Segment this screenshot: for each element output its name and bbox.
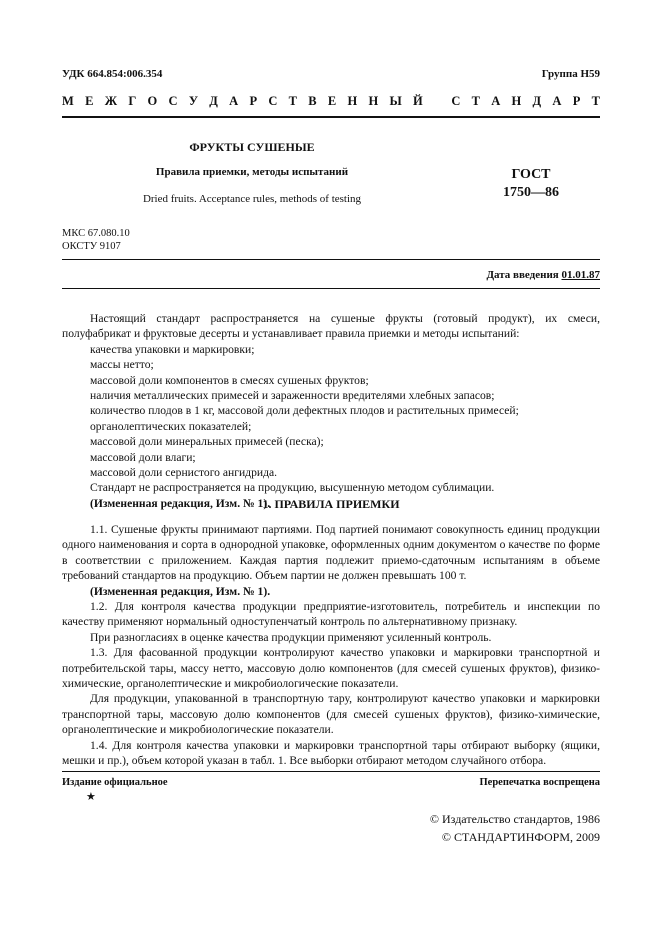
footer-rule	[62, 771, 600, 772]
group-code: Группа Н59	[541, 68, 600, 80]
standard-title-letter: Н	[368, 94, 379, 108]
standard-title-letter: А	[229, 94, 239, 108]
copyright-2009: © СТАНДАРТИНФОРМ, 2009	[441, 830, 600, 844]
standard-title-letter: Р	[249, 94, 258, 108]
standard-title-letter	[434, 94, 440, 109]
standard-title-letter: Д	[209, 94, 218, 108]
intro-exclusion: Стандарт не распространяется на продукцию, высушенную методом сублимации.	[90, 481, 495, 495]
standard-title-letter: У	[188, 94, 199, 108]
standard-title-letter: Е	[327, 94, 337, 108]
standard-title-letter: Т	[591, 94, 600, 108]
standard-title-letter: Е	[85, 94, 94, 108]
clause-1-4: 1.4. Для контроля качества упаковки и маркировки транспортной тары отбирают выборку (ящики, мешки и пр.), объем которой указан в табл. 1. Все выборки отбирают методом случайного отбора.	[62, 738, 600, 768]
intro-list-item: количество плодов в 1 кг, массовой доли дефектных плодов и растительных примесей;	[90, 404, 519, 418]
gost-designation	[490, 166, 572, 202]
standard-title-letter: А	[552, 94, 562, 108]
standard-title-letter: Ж	[104, 94, 118, 108]
udk-code: УДК 664.854:006.354	[62, 68, 163, 80]
standard-title-letter: А	[491, 94, 501, 108]
standard-title-letter: Д	[532, 94, 542, 108]
intro-list-item: органолептических показателей;	[90, 419, 252, 433]
standard-title-letter: В	[308, 94, 317, 108]
standard-title-letter: Т	[288, 94, 298, 108]
copyright-1986: © Издательство стандартов, 1986	[429, 812, 600, 826]
standard-title-letter: С	[451, 94, 461, 108]
standard-title-letter: Р	[572, 94, 581, 108]
clause-1-2: 1.2. Для контроля качества продукции предприятие-изготовитель, потребитель и инспекции по качеству применяют нормальный одноступенчатый контроль по альтернативному признаку.	[62, 600, 600, 629]
standard-title-letter: С	[168, 94, 178, 108]
standard-title-letter: С	[268, 94, 278, 108]
copyright-block	[430, 810, 600, 846]
introduction-date	[486, 269, 600, 281]
english-title: Dried fruits. Acceptance rules, methods of testing	[142, 193, 362, 205]
standard-title-letter: М	[62, 94, 74, 108]
introduction-date-value: 01.01.87	[561, 269, 600, 281]
star-icon: ★	[86, 791, 96, 803]
document-subtitle: Правила приемки, методы испытаний	[155, 166, 349, 178]
classification-rule	[62, 259, 600, 260]
introduction-date-label: Дата введения	[486, 269, 559, 281]
clause-1-3-continued: Для продукции, упакованной в транспортную тару, контролируют качество упаковки и маркировки транспортной тары, массовую долю компонентов (для смесей сушеных фруктов), физико-химические, органолептические и микробиологические показатели.	[62, 692, 600, 737]
document-title: ФРУКТЫ СУШЕНЫЕ	[189, 140, 315, 154]
intro-list-item: массовой доли минеральных примесей (песка);	[90, 435, 324, 449]
clause-1-1: 1.1. Сушеные фрукты принимают партиями. Под партией понимают совокупность единиц продукции одного наименования и сорта в однородной упаковке, оформленных одним документом о качестве по форме в соответствии с приложением. Каждая партия подлежит приемо-сдаточным испытаниям в объеме требований стандартов на продукцию. Объем партии не должен превышать 100 т.	[62, 523, 600, 583]
standard-title-letter: О	[147, 94, 158, 108]
intro-block	[62, 311, 600, 511]
clause-1-3: 1.3. Для фасованной продукции контролируют качество упаковки и маркировки транспортной и потребительской тары, массу нетто, массовую долю компонентов (для смесей сушеных фруктов), физико-химические, органолептические и микробиологические показатели.	[62, 646, 600, 691]
section-body	[62, 522, 600, 769]
intro-list-item: массовой доли сернистого ангидрида.	[90, 466, 278, 480]
standard-title-letter: Й	[413, 94, 423, 108]
clause-1-1-amendment: (Измененная редакция, Изм. № 1).	[90, 584, 271, 598]
gost-number: 1750—86	[503, 185, 559, 200]
intro-list-item: качества упаковки и маркировки;	[90, 342, 255, 356]
gost-label: ГОСТ	[511, 167, 551, 182]
standard-title-letter: Г	[128, 94, 137, 108]
official-edition: Издание официальное	[62, 777, 168, 788]
intro-list-item: массы нетто;	[90, 358, 154, 372]
classification-codes	[62, 227, 130, 253]
standard-title-letter: Ы	[389, 94, 402, 108]
intro-lead: Настоящий стандарт распространяется на сушеные фрукты (готовый продукт), их смеси, полуфабрикат и фруктовые десерты и устанавливает правила приемки и методы испытаний:	[62, 312, 600, 341]
intro-item-list	[62, 342, 600, 481]
header-rule	[62, 116, 600, 118]
intro-amendment: (Измененная редакция, Изм. № 1).	[90, 496, 271, 510]
standard-title-letter: Н	[511, 94, 522, 108]
standard-title-letter: Н	[347, 94, 358, 108]
intro-list-item: массовой доли влаги;	[90, 450, 196, 464]
standard-title-letter: Т	[471, 94, 480, 108]
intro-list-item: наличия металлических примесей и зараженности вредителями хлебных запасов;	[90, 389, 495, 403]
reprint-prohibited: Перепечатка воспрещена	[479, 777, 600, 788]
section-heading: 1. ПРАВИЛА ПРИЕМКИ	[262, 497, 400, 511]
date-rule	[62, 288, 600, 289]
mks-code: МКС 67.080.10	[62, 228, 130, 239]
clause-1-2-continued: При разногласиях в оценке качества продукции применяют усиленный контроль.	[90, 630, 492, 644]
okstu-code: ОКСТУ 9107	[62, 241, 121, 252]
interstate-standard-title	[62, 94, 600, 109]
intro-list-item: массовой доли компонентов в смесях сушеных фруктов;	[90, 373, 369, 387]
